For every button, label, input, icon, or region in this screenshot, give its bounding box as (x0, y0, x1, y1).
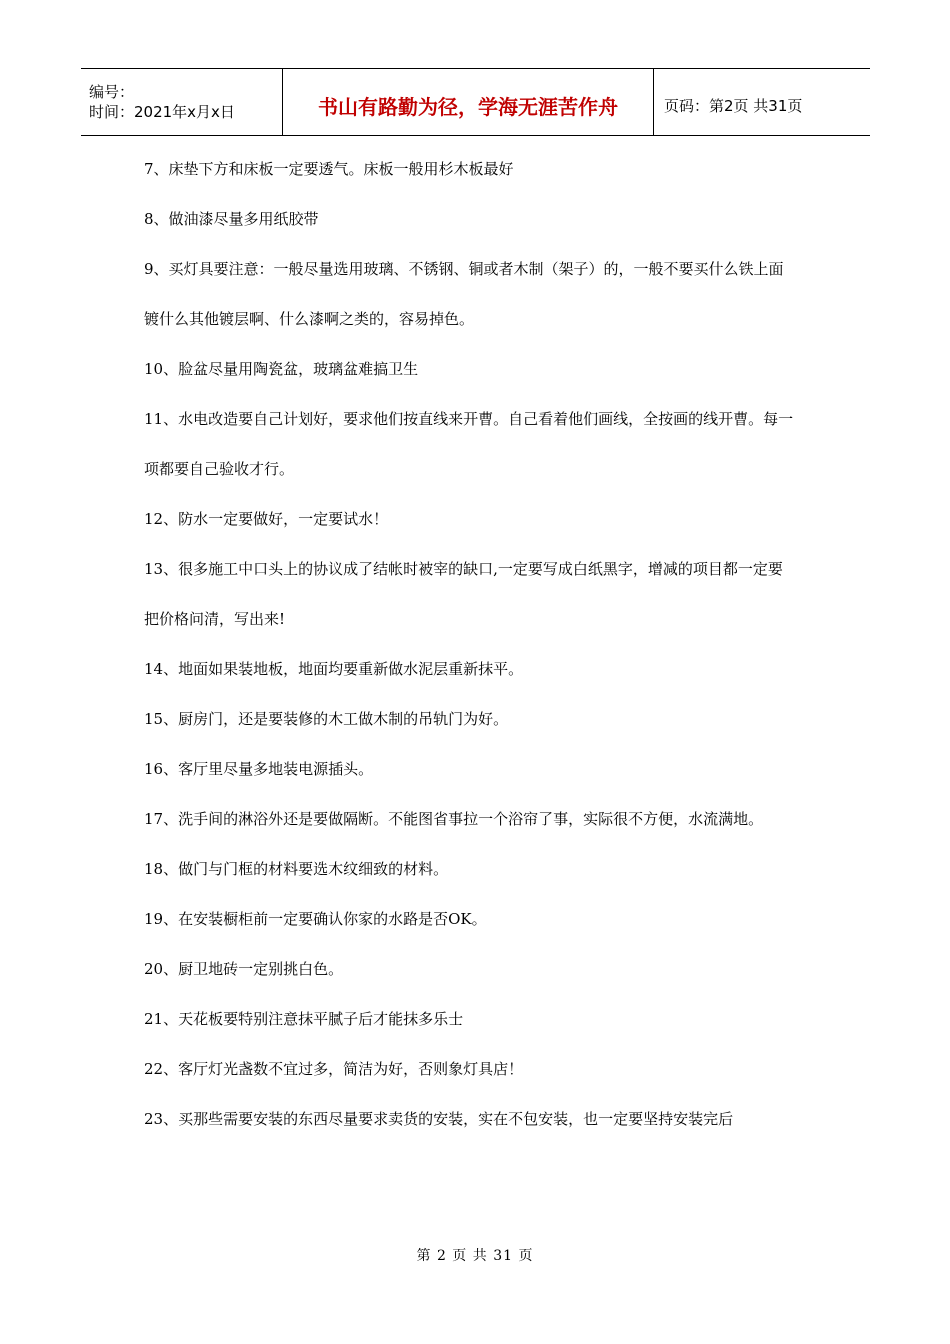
motto-text: 书山有路勤为径，学海无涯苦作舟 (318, 94, 618, 119)
paragraph: 23、买那些需要安装的东西尽量要求卖货的安装，实在不包安装，也一定要坚持安装完后 (144, 1110, 734, 1128)
paragraph: 13、很多施工中口头上的协议成了结帐时被宰的缺口,一定要写成白纸黑字，增减的项目都一定要 (144, 560, 783, 578)
footer-page-number: 第 2 页 共 31 页 (416, 1248, 534, 1264)
header-motto (282, 69, 654, 135)
paragraph: 项都要自己验收才行。 (144, 460, 295, 478)
time-label: 时间：2021年x月x日 (89, 103, 235, 121)
paragraph: 20、厨卫地砖一定别挑白色。 (144, 960, 344, 978)
paragraph: 15、厨房门，还是要装修的木工做木制的吊轨门为好。 (144, 710, 509, 728)
paragraph: 11、水电改造要自己计划好，要求他们按直线来开曹。自己看着他们画线，全按画的线开曹。每一 (144, 410, 794, 428)
paragraph: 16、客厅里尽量多地装电源插头。 (144, 760, 374, 778)
document-body (144, 157, 814, 1157)
page-header (81, 68, 870, 136)
paragraph: 7、床垫下方和床板一定要透气。床板一般用杉木板最好 (144, 160, 514, 178)
paragraph: 21、天花板要特别注意抹平腻子后才能抹多乐士 (144, 1010, 464, 1028)
paragraph: 9、买灯具要注意：一般尽量选用玻璃、不锈钢、铜或者木制（架子）的，一般不要买什么铁上面 (144, 260, 784, 278)
paragraph: 14、地面如果装地板，地面均要重新做水泥层重新抹平。 (144, 660, 524, 678)
paragraph: 8、做油漆尽量多用纸胶带 (144, 210, 319, 228)
paragraph: 22、客厅灯光盏数不宜过多，简洁为好，否则象灯具店！ (144, 1060, 524, 1078)
page-info-text: 页码：第2页 共31页 (664, 96, 803, 115)
paragraph: 17、洗手间的淋浴外还是要做隔断。不能图省事拉一个浴帘了事，实际很不方便，水流满地。 (144, 810, 764, 828)
number-label: 编号： (89, 83, 135, 101)
paragraph: 10、脸盆尽量用陶瓷盆，玻璃盆难搞卫生 (144, 360, 419, 378)
paragraph: 镀什么其他镀层啊、什么漆啊之类的，容易掉色。 (144, 310, 475, 328)
paragraph: 18、做门与门框的材料要选木纹细致的材料。 (144, 860, 449, 878)
header-page-info (654, 69, 870, 135)
paragraph: 把价格问清，写出来! (144, 610, 286, 628)
page-footer (0, 1245, 950, 1265)
paragraph: 19、在安装橱柜前一定要确认你家的水路是否OK。 (144, 910, 487, 928)
paragraph: 12、防水一定要做好，一定要试水！ (144, 510, 389, 528)
header-meta (81, 69, 282, 135)
